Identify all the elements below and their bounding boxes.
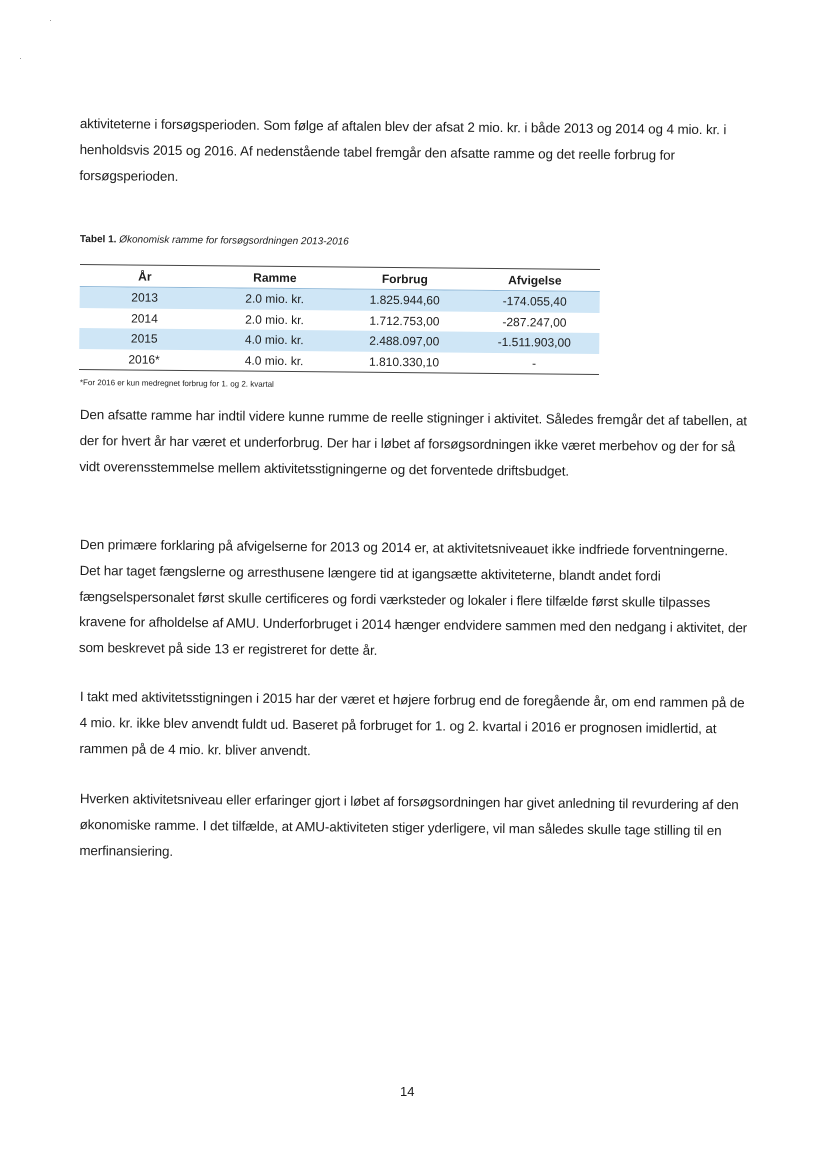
table-caption-title: Økonomisk ramme for forsøgsordningen 2013-2016: [119, 234, 349, 248]
table-row: [79, 348, 599, 373]
page-number: 14: [400, 1084, 415, 1099]
budget-table: [79, 264, 600, 375]
header-cell: År: [138, 269, 152, 284]
table-cell: 1.825.944,60: [369, 293, 440, 308]
paragraph: Hverken aktivitetsniveau eller erfaringer gjort i løbet af forsøgsordningen har givet anledning til revurdering af den økonomiske ramme. I det tilfælde, at AMU-aktiviteten stiger yderligere, vil man således skulle tage stilling til en merfinansiering.: [79, 790, 739, 859]
table-cell: 2.0 mio. kr.: [245, 291, 305, 307]
header-cell: Ramme: [253, 270, 297, 285]
scan-speck: [20, 58, 21, 59]
table-cell: -1.511.903,00: [497, 335, 571, 350]
table-cell: 1.810.330,10: [368, 354, 440, 370]
table-cell: 2014: [131, 311, 158, 326]
scan-speck: [50, 20, 51, 21]
table-cell: 2016*: [128, 352, 160, 367]
header-cell: Afvigelse: [508, 272, 562, 288]
paragraph: I takt med aktivitetsstigningen i 2015 har der været et højere forbrug end de foregående år, om end rammen på de 4 mio. kr. ikke blev anvendt fuldt ud. Baseret på forbruget for 1. og 2. kvartal i 2016 er prognosen imidlertid, at rammen på de 4 mio. kr. bliver anvendt.: [79, 688, 745, 758]
table-cell: 4.0 mio. kr.: [244, 353, 304, 368]
paragraph: Den afsatte ramme har indtil videre kunne rumme de reelle stigninger i aktivitet. Således fremgår det af tabellen, at der for hvert år har været et underforbrug. Der har i løbet af forsøgsordningen ikke været merbehov og der for så vidt overensstemmelse mellem aktivitetsstigningerne og det forventede driftsbudget.: [79, 406, 748, 479]
table-caption-label: Tabel 1.: [79, 234, 117, 246]
table-cell: 2013: [131, 290, 159, 306]
table-cell: -287.247,00: [502, 314, 567, 330]
table-cell: 4.0 mio. kr.: [244, 332, 304, 348]
table-cell: -: [532, 356, 537, 371]
table-cell: -174.055,40: [502, 294, 567, 309]
table-cell: 1.712.753,00: [369, 313, 440, 329]
header-cell: Forbrug: [381, 271, 428, 286]
table-caption: [80, 234, 349, 248]
table-cell: 2.488.097,00: [369, 334, 440, 349]
table-cell: 2.0 mio. kr.: [245, 312, 304, 327]
paragraph: aktiviteterne i forsøgsperioden. Som følge af aftalen blev der afsat 2 mio. kr. i både 2013 og 2014 og 4 mio. kr. i henholdsvis 2015 og 2016. Af nedenstående tabel fremgår den afsatte ramme og det reelle forbrug for forsøgsperioden.: [79, 115, 727, 184]
paragraph: Den primære forklaring på afvigelserne for 2013 og 2014 er, at aktivitetsniveauet ikke indfriede forventningerne. Det har taget fængslerne og arresthusene længere tid at igangsætte aktiviteterne, blandt andet fordi fængselspersonalet først skulle certificeres og fordi værksteder og lokaler i flere tilfælde først skulle tilpasses kravene for afholdelse af AMU. Underforbruget i 2014 hænger endvidere sammen med den nedgang i aktivitet, der som beskrevet på side 13 er registreret for dette år.: [78, 536, 748, 659]
table-cell: 2015: [130, 331, 158, 346]
table-footnote: *For 2016 er kun medregnet forbrug for 1. og 2. kvartal: [79, 378, 274, 389]
